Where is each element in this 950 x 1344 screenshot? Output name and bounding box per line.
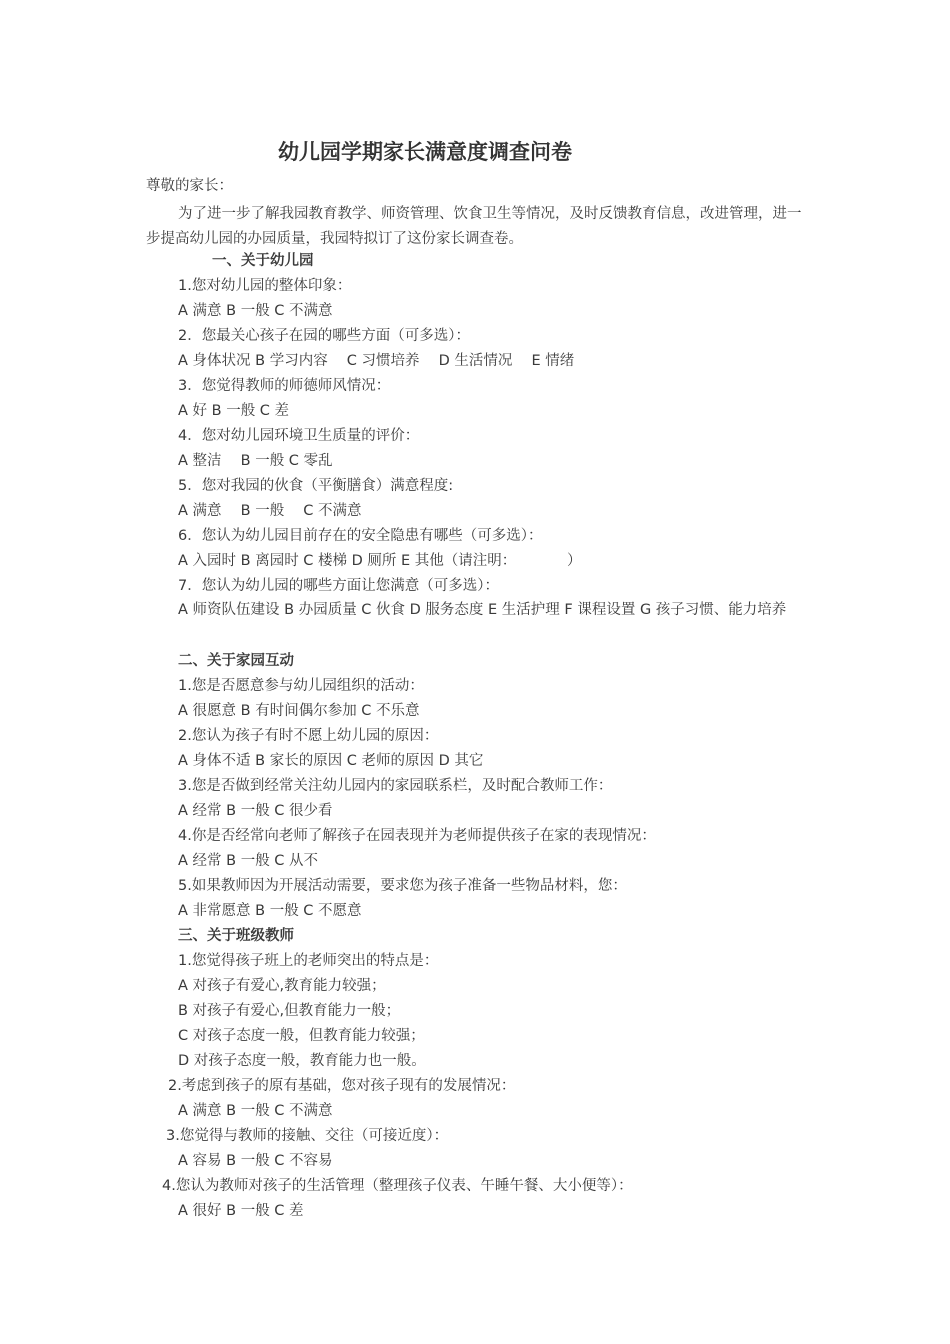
question-text: 4.您认为教师对孩子的生活管理（整理孩子仪表、午睡午餐、大小便等）： [162,1178,633,1194]
question-text: 7．您认为幼儿园的哪些方面让您满意（可多选）： [178,578,499,594]
question-text: 1.您对幼儿园的整体印象： [178,278,352,294]
question-text: 6．您认为幼儿园目前存在的安全隐患有哪些（可多选）： [178,528,543,544]
answer-option: B 对孩子有爱心,但教育能力一般； [178,1003,401,1019]
answer-options: A 整洁 B 一般 C 零乱 [178,453,333,469]
answer-options: A 很好 B 一般 C 差 [178,1203,304,1219]
answer-options: A 经常 B 一般 C 从不 [178,853,319,869]
answer-options: A 满意 B 一般 C 不满意 [178,1103,333,1119]
section-heading-home-school: 二、关于家园互动 [178,653,294,669]
answer-options: A 身体不适 B 家长的原因 C 老师的原因 D 其它 [178,753,484,769]
question-text: 3.您是否做到经常关注幼儿园内的家园联系栏，及时配合教师工作： [178,778,613,794]
question-text: 1.您觉得孩子班上的老师突出的特点是： [178,953,439,969]
answer-options: A 很愿意 B 有时间偶尔参加 C 不乐意 [178,703,420,719]
answer-options: A 好 B 一般 C 差 [178,403,290,419]
answer-options: A 满意 B 一般 C 不满意 [178,303,333,319]
question-text: 4．您对幼儿园环境卫生质量的评价： [178,428,420,444]
intro-paragraph: 为了进一步了解我园教育教学、师资管理、饮食卫生等情况，及时反馈教育信息，改进管理，进一步提高幼儿园的办园质量，我园特拟订了这份家长调查卷。 [146,206,802,247]
page-title: 幼儿园学期家长满意度调查问卷 [278,139,572,164]
answer-options: A 师资队伍建设 B 办园质量 C 伙食 D 服务态度 E 生活护理 F 课程设置 G 孩子习惯、能力培养 [178,602,787,618]
question-text: 5．您对我园的伙食（平衡膳食）满意程度: [178,478,454,494]
answer-option: D 对孩子态度一般，教育能力也一般。 [178,1053,426,1069]
section-heading-kindergarten: 一、关于幼儿园 [212,253,314,269]
question-text: 2.考虑到孩子的原有基础，您对孩子现有的发展情况： [168,1078,516,1094]
answer-option: C 对孩子态度一般，但教育能力较强； [178,1028,425,1044]
question-text: 4.你是否经常向老师了解孩子在园表现并为老师提供孩子在家的表现情况： [178,828,656,844]
answer-options: A 容易 B 一般 C 不容易 [178,1153,333,1169]
answer-options: A 满意 B 一般 C 不满意 [178,503,362,519]
question-text: 2．您最关心孩子在园的哪些方面（可多选）： [178,328,470,344]
answer-options: A 入园时 B 离园时 C 楼梯 D 厕所 E 其他（请注明： ） [178,553,582,569]
answer-options: A 身体状况 B 学习内容 C 习惯培养 D 生活情况 E 情绪 [178,353,575,369]
answer-option: A 对孩子有爱心,教育能力较强； [178,978,386,994]
answer-options: A 经常 B 一般 C 很少看 [178,803,333,819]
question-text: 1.您是否愿意参与幼儿园组织的活动： [178,678,424,694]
greeting: 尊敬的家长： [146,178,233,194]
section-heading-teachers: 三、关于班级教师 [178,928,294,944]
question-text: 2.您认为孩子有时不愿上幼儿园的原因： [178,728,439,744]
question-text: 3.您觉得与教师的接触、交往（可接近度）： [166,1128,449,1144]
answer-options: A 非常愿意 B 一般 C 不愿意 [178,903,362,919]
question-text: 5.如果教师因为开展活动需要，要求您为孩子准备一些物品材料，您： [178,878,627,894]
question-text: 3．您觉得教师的师德师风情况： [178,378,391,394]
